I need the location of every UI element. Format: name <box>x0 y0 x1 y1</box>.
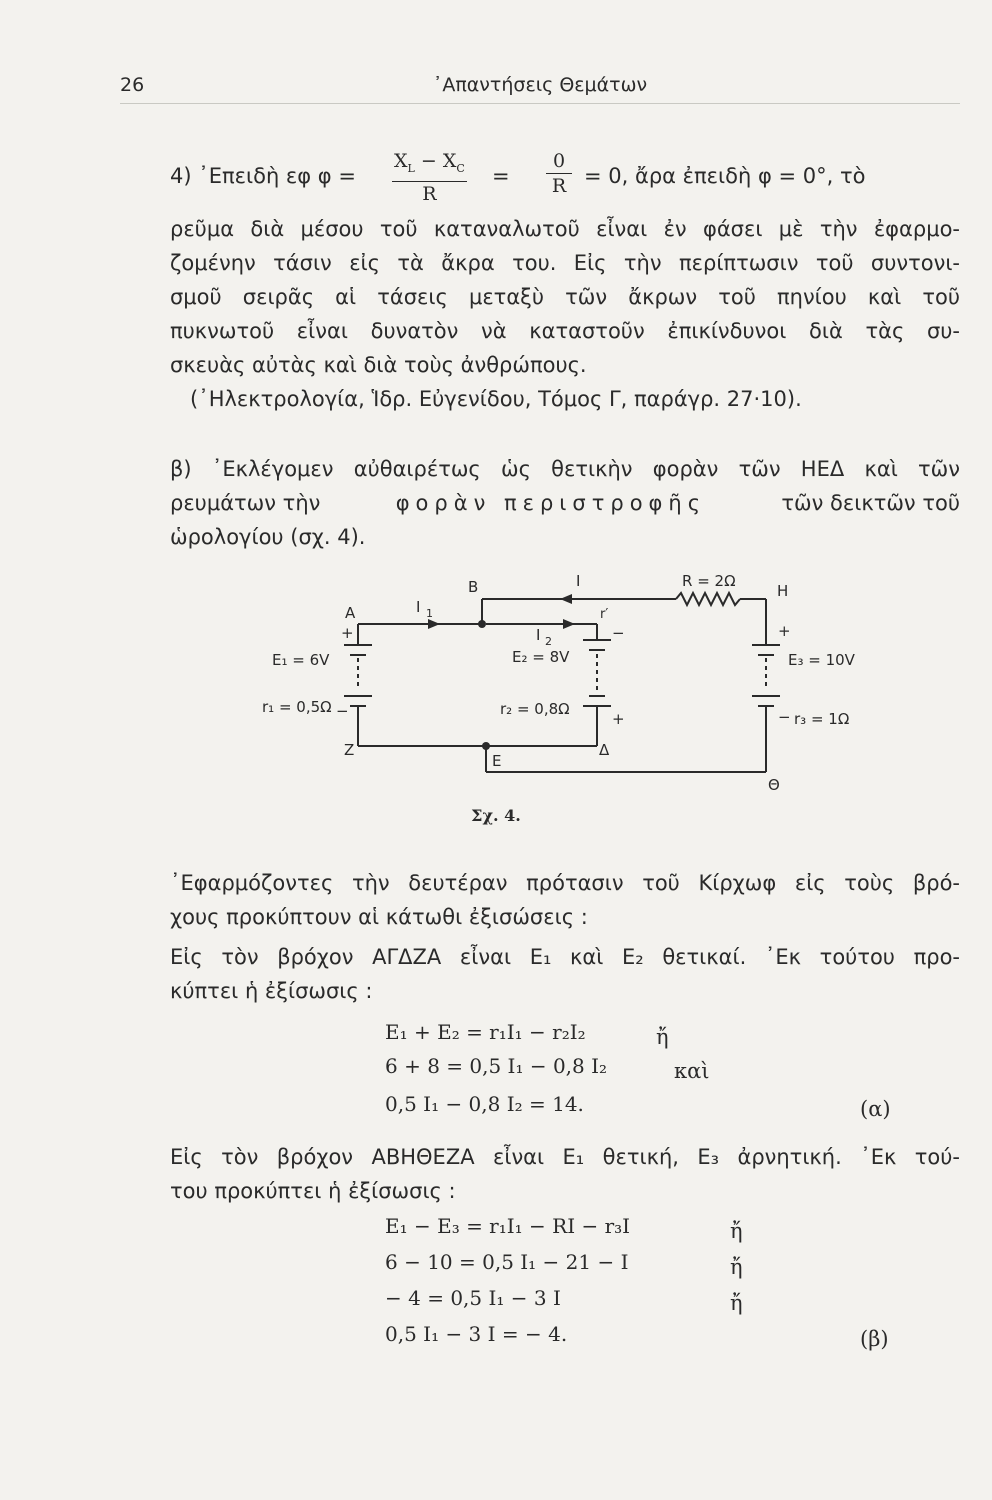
current-arrow-I <box>560 594 572 604</box>
resistor-R-label: R = 2Ω <box>682 572 736 590</box>
equation-connector: καὶ <box>674 1059 710 1083</box>
junction-B <box>478 620 486 628</box>
current-label-I: I <box>576 572 581 590</box>
current-label-I1: I <box>416 598 421 616</box>
paragraph-line: β) ᾿Εκλέγομεν αὐθαιρέτως ὡς θετικὴν φορὰν τῶν ΗΕΔ καὶ τῶν <box>170 457 960 481</box>
paragraph-line: ζομένην τάσιν εἰς τὰ ἄκρα του. Εἰς τὴν περίπτωσιν τοῦ συντονι- <box>170 251 960 275</box>
paragraph-line: του προκύπτει ἡ ἐξίσωσις : <box>170 1179 456 1203</box>
equation: E₁ + E₂ = r₁I₁ − r₂I₂ <box>385 1020 586 1044</box>
current-arrow-I2 <box>563 619 575 629</box>
paragraph-line: πυκνωτοῦ εἶναι δυνατὸν νὰ καταστοῦν ἐπικίνδυνοι διὰ τὰς συ- <box>170 319 960 343</box>
paragraph-line: σκευὰς αὐτὰς καὶ διὰ τοὺς ἀνθρώπους. <box>170 353 587 377</box>
r2-label: r₂ = 0,8Ω <box>500 700 570 718</box>
plus-sign-r2: + <box>612 710 625 728</box>
equation-tag-beta: (β) <box>860 1327 889 1351</box>
fraction-xl-xc-over-r: $\frac{X_L - X_C}{R}$ <box>394 150 465 205</box>
reference-line: (᾿Ηλεκτρολογία, Ἱδρ. Εὐγενίδου, Τόμος Γ, παράγρ. 27·10). <box>190 387 802 411</box>
paragraph-line: σμοῦ σειρᾶς αἱ τάσεις μεταξὺ τῶν ἄκρων τοῦ πηνίου καὶ τοῦ <box>170 285 960 309</box>
node-label-Delta: Δ <box>599 741 610 759</box>
page-number: 26 <box>120 74 145 96</box>
equation: 6 − 10 = 0,5 I₁ − 21 − I <box>385 1250 629 1274</box>
node-label-Theta: Θ <box>768 776 780 794</box>
equation: − 4 = 0,5 I₁ − 3 I <box>385 1286 561 1310</box>
r1-label: r₁ = 0,5Ω <box>262 698 332 716</box>
node-label-E: E <box>492 752 502 770</box>
paragraph-line: Εἰς τὸν βρόχον ΑΒΗΘΕΖΑ εἶναι E₁ θετική, E₃ ἀρνητική. ᾿Εκ τού- <box>170 1145 960 1169</box>
r3-label: r₃ = 1Ω <box>794 710 850 728</box>
minus-sign-r1: − <box>336 702 349 720</box>
equation: 0,5 I₁ − 3 I = − 4. <box>385 1322 568 1346</box>
equation-tag-alpha: (α) <box>860 1097 891 1121</box>
emphasized-spaced-text: φορὰν περιστροφῆς <box>395 491 707 515</box>
paragraph-line: ᾿Εφαρμόζοντες τὴν δευτέραν πρότασιν τοῦ Κίρχωφ εἰς τοὺς βρό- <box>170 871 960 895</box>
E3-label: E₃ = 10V <box>788 651 855 669</box>
loop1-paragraph <box>170 940 960 1008</box>
node-label-B: B <box>468 578 479 596</box>
current-label-I2: I <box>536 626 541 644</box>
equation: E₁ − E₃ = r₁I₁ − RI − r₃I <box>385 1214 631 1238</box>
paragraph-line: ρευμάτων τὴν φορὰν περιστροφῆς τῶν δεικτῶν τοῦ <box>170 486 960 520</box>
paragraph-line: χους προκύπτουν αἱ κάτωθι ἐξισώσεις : <box>170 905 588 929</box>
minus-sign-E2: − <box>612 624 625 642</box>
paragraph-line: Εἰς τὸν βρόχον ΑΓΔΖΑ εἶναι E₁ καὶ E₂ θετικαί. ᾿Εκ τούτου προ- <box>170 945 960 969</box>
r-prime-label: r′ <box>600 607 609 622</box>
item4-equation-line: 4) ᾿Επειδὴ εφ φ = $\frac{X_L - X_C}{R}$ = $\frac{0}{R}$ = 0, ἄρα ἐπειδὴ φ = 0°, τὸ <box>170 150 866 205</box>
node-label-Z: Z <box>344 741 355 759</box>
current-label-I1-sub: 1 <box>426 607 433 620</box>
equation-connector: ἤ <box>656 1025 669 1049</box>
equation-connector: ἤ <box>730 1255 743 1279</box>
junction-E <box>482 742 490 750</box>
equation-connector: ἤ <box>730 1219 743 1243</box>
fraction-zero-over-r: $\frac{0}{R}$ <box>546 150 572 198</box>
current-arrow-I1 <box>428 619 440 629</box>
resistor-R <box>676 593 740 605</box>
equation: 0,5 I₁ − 0,8 I₂ = 14. <box>385 1092 584 1116</box>
figure-caption: Σχ. 4. <box>471 806 521 825</box>
plus-sign-E1: + <box>341 624 354 642</box>
minus-sign-r3: − <box>778 708 791 726</box>
loop2-paragraph <box>170 1140 960 1208</box>
running-title: ᾿Απαντήσεις Θεμάτων <box>432 74 648 96</box>
kirchhoff-intro <box>170 866 960 934</box>
plus-sign-E3: + <box>778 622 791 640</box>
E2-label: E₂ = 8V <box>512 648 570 666</box>
equation: 6 + 8 = 0,5 I₁ − 0,8 I₂ <box>385 1054 608 1078</box>
node-label-A: A <box>345 604 356 622</box>
paragraph-line: κύπτει ἡ ἐξίσωσις : <box>170 979 373 1003</box>
E1-label: E₁ = 6V <box>272 651 330 669</box>
equation-connector: ἤ <box>730 1291 743 1315</box>
paragraph-line: ρεῦμα διὰ μέσου τοῦ καταναλωτοῦ εἶναι ἐν φάσει μὲ τὴν ἐφαρμο- <box>170 217 960 241</box>
paragraph-line: ὡρολογίου (σχ. 4). <box>170 525 366 549</box>
node-label-H: H <box>777 582 789 600</box>
item4-prefix: 4) ᾿Επειδὴ εφ φ = <box>170 164 356 188</box>
item4-tail: = 0, ἄρα ἐπειδὴ φ = 0°, τὸ <box>584 164 866 188</box>
current-label-I2-sub: 2 <box>545 635 552 648</box>
